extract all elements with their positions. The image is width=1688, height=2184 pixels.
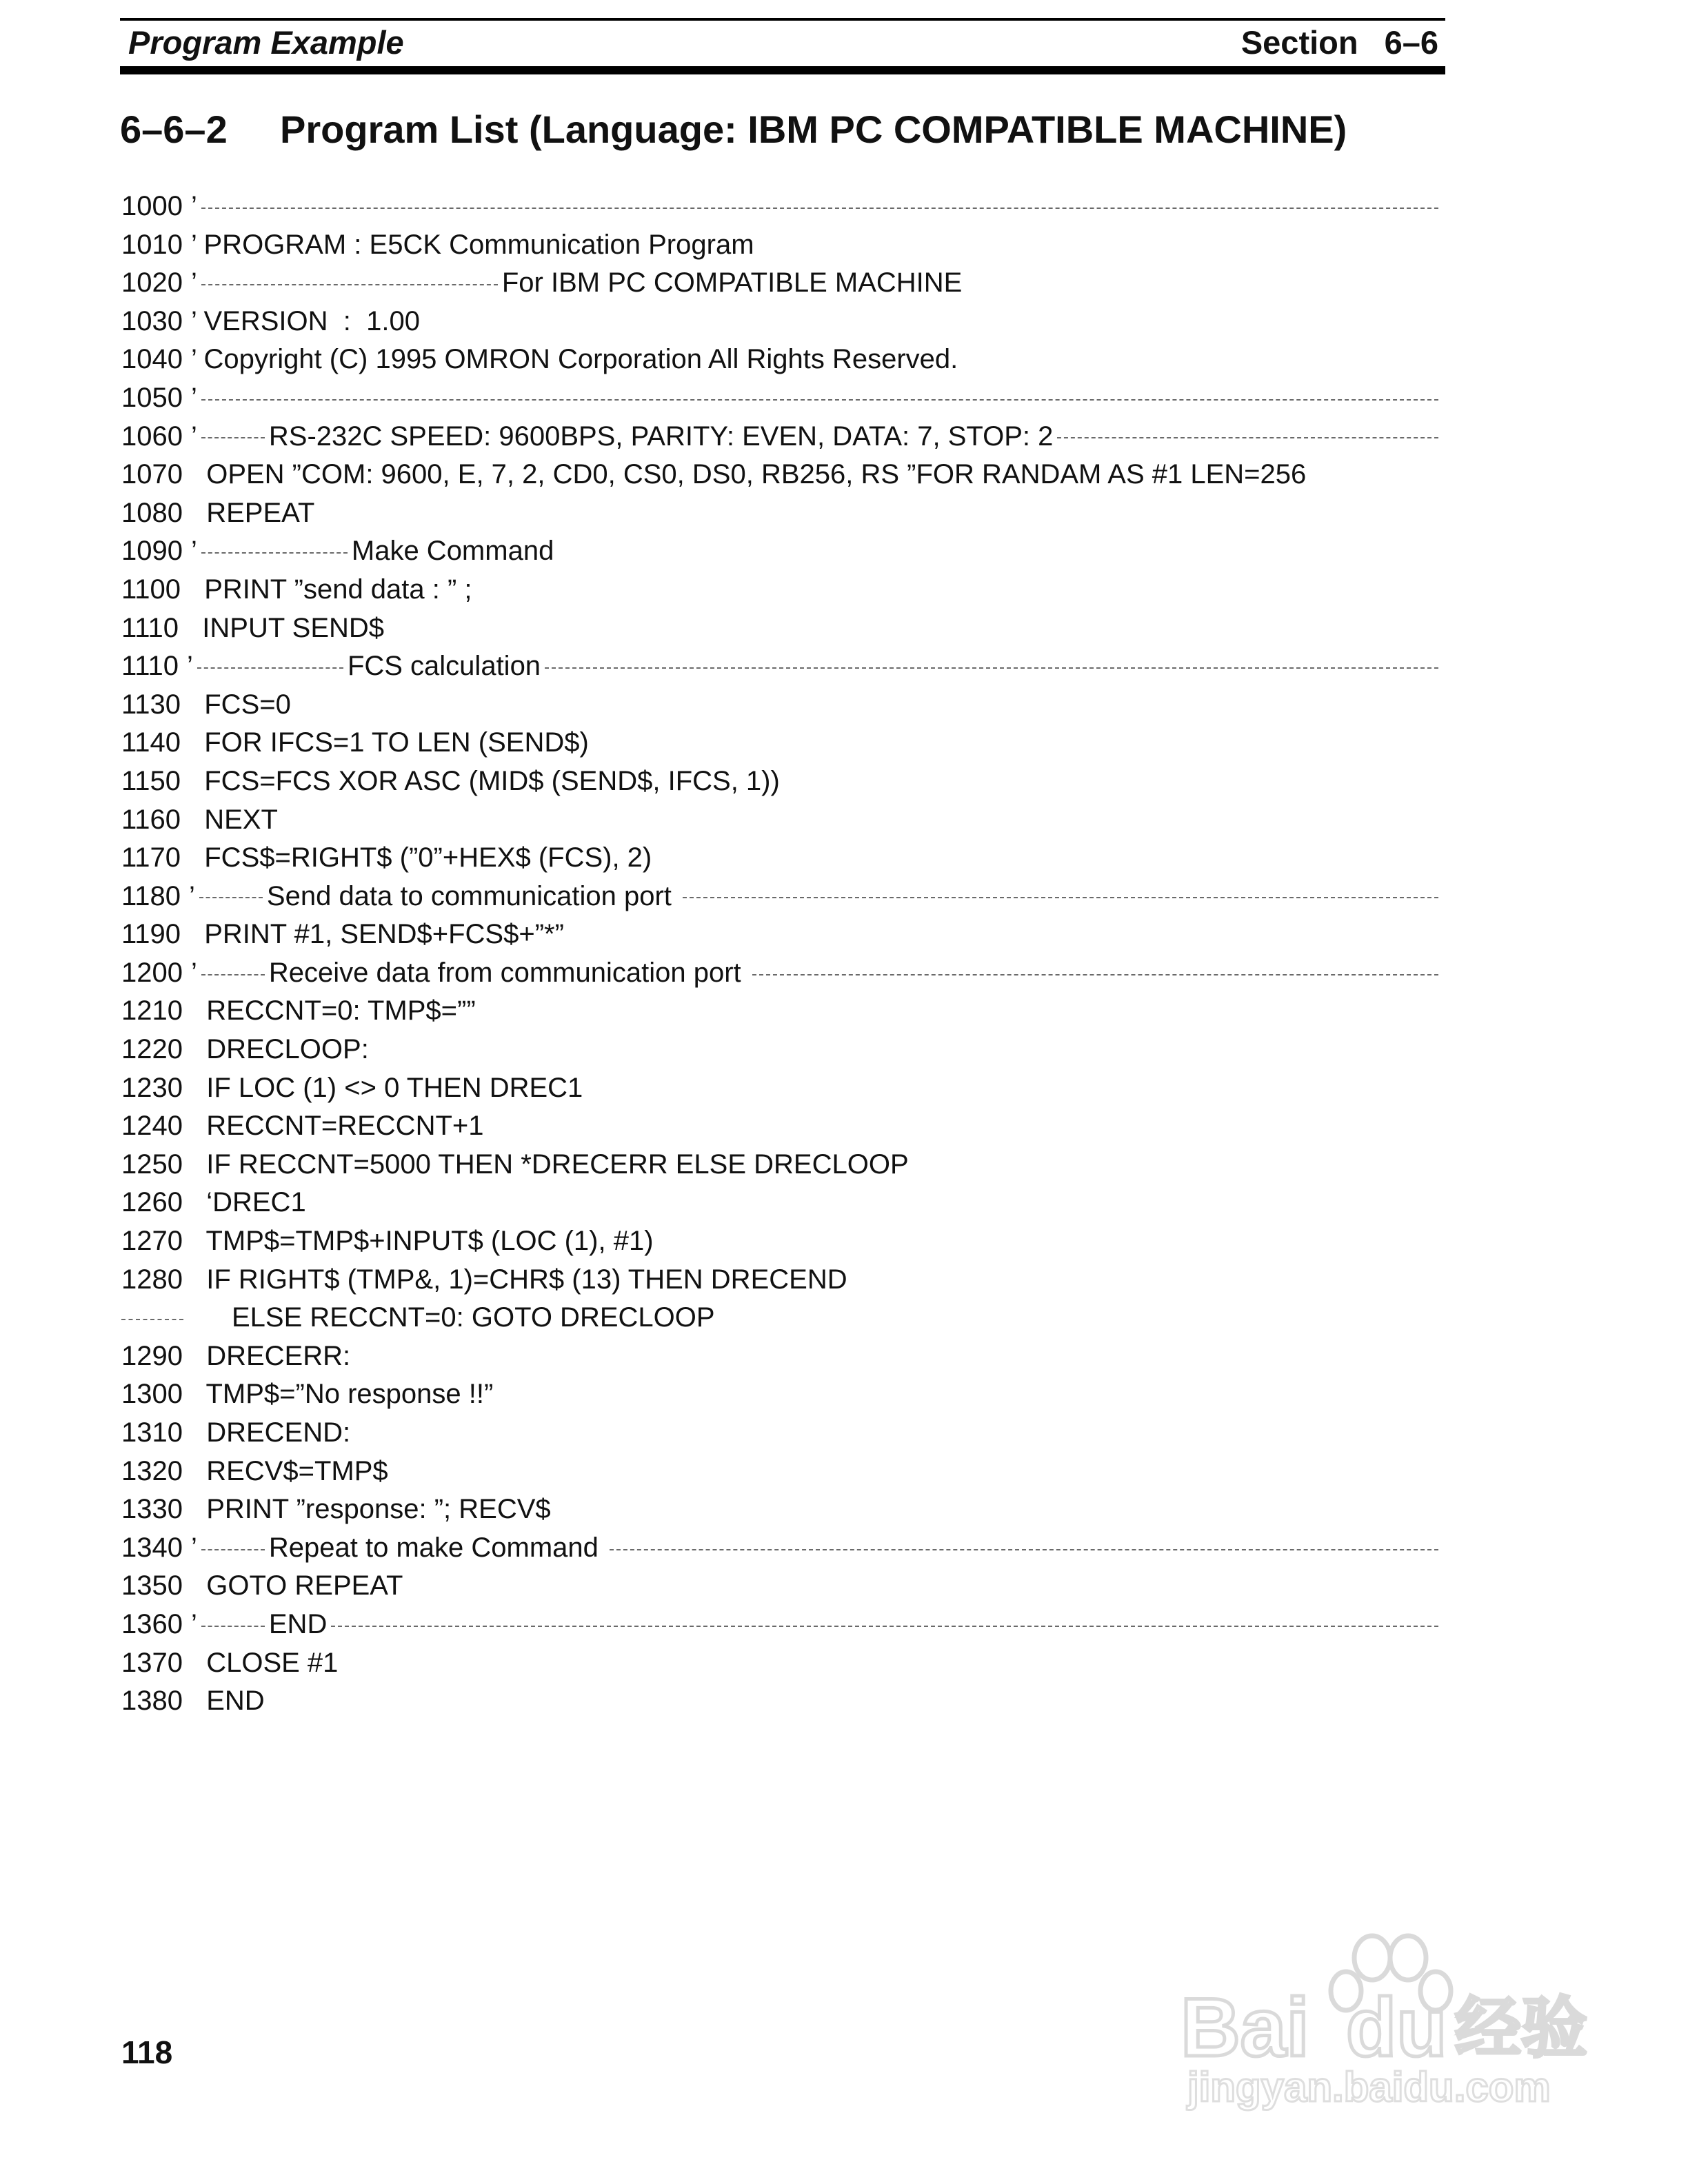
dashed-rule	[197, 667, 343, 669]
line-code-tail: RS-232C SPEED: 9600BPS, PARITY: EVEN, DATA: 7, STOP: 2	[268, 421, 1054, 452]
line-code: OPEN ”COM: 9600, E, 7, 2, CD0, CS0, DS0, RB256, RS ”FOR RANDAM AS #1 LEN=256	[190, 459, 1307, 490]
line-number: 1300	[121, 1379, 183, 1410]
line-number: 1160	[121, 804, 181, 835]
line-number: 1260	[121, 1187, 183, 1218]
line-code: FCS=0	[189, 689, 291, 720]
line-code: IF RECCNT=5000 THEN *DRECERR ELSE DRECLOOP	[190, 1149, 909, 1180]
code-line	[121, 1529, 1443, 1568]
line-number: 1030	[121, 305, 183, 336]
header-title: Program Example	[128, 24, 404, 61]
line-number: 1250	[121, 1149, 183, 1180]
code-line	[121, 226, 1443, 265]
code-line	[121, 341, 1443, 379]
line-code: RECCNT=RECCNT+1	[190, 1111, 484, 1142]
line-code-tail: FCS calculation	[347, 651, 541, 682]
line-number: 1360	[121, 1608, 183, 1639]
code-line	[121, 878, 1443, 916]
line-number: 1060	[121, 421, 183, 452]
section-heading	[120, 102, 1347, 157]
line-number: 1200	[121, 957, 183, 988]
code-line	[121, 801, 1443, 840]
line-number: 1110	[121, 612, 179, 643]
dashed-rule	[201, 974, 265, 975]
code-line	[121, 1069, 1443, 1108]
line-code: DRECERR:	[190, 1340, 351, 1371]
dashed-rule	[545, 667, 1438, 669]
dashed-rule	[201, 399, 1438, 401]
code-line-continuation	[121, 1299, 1443, 1337]
code-line	[121, 1261, 1443, 1300]
line-number: 1100	[121, 574, 181, 605]
code-line	[121, 1490, 1443, 1529]
line-code: REPEAT	[190, 497, 315, 528]
line-code: TMP$=”No response !!”	[190, 1379, 494, 1410]
code-line	[121, 1453, 1443, 1491]
line-code: IF LOC (1) <> 0 THEN DREC1	[190, 1072, 583, 1103]
code-line	[121, 1567, 1443, 1606]
program-listing	[121, 188, 1443, 1721]
line-code: ’	[190, 957, 197, 988]
line-code: ’	[190, 382, 197, 413]
line-code: ’	[187, 651, 193, 682]
line-code: FCS$=RIGHT$ (”0”+HEX$ (FCS), 2)	[189, 842, 652, 873]
dashed-rule	[199, 897, 263, 898]
code-line	[121, 1375, 1443, 1414]
line-number: 1210	[121, 995, 183, 1027]
svg-text:du: du	[1346, 1981, 1447, 2074]
line-number: 1140	[121, 727, 181, 758]
dashed-rule	[752, 974, 1438, 975]
line-number: 1180	[121, 880, 181, 911]
code-line	[121, 1644, 1443, 1683]
line-number: 1190	[121, 919, 181, 950]
line-number: 1050	[121, 382, 183, 413]
line-number: 1230	[121, 1072, 183, 1103]
dashed-rule	[683, 897, 1438, 898]
line-code: END	[190, 1686, 265, 1717]
line-code: RECV$=TMP$	[190, 1455, 388, 1486]
line-code-tail: Send data to communication port	[266, 880, 672, 911]
dashed-rule	[201, 208, 1438, 209]
code-line	[121, 1682, 1443, 1721]
line-number: 1280	[121, 1264, 183, 1295]
code-line	[121, 571, 1443, 609]
line-number: 1070	[121, 459, 183, 490]
line-code: ’ Copyright (C) 1995 OMRON Corporation All Rights Reserved.	[190, 344, 958, 375]
code-line	[121, 992, 1443, 1031]
line-number: 1040	[121, 344, 183, 375]
line-code: DRECLOOP:	[190, 1034, 369, 1065]
line-number: 1170	[121, 842, 181, 873]
line-number: 1290	[121, 1340, 183, 1371]
line-code-tail: For IBM PC COMPATIBLE MACHINE	[501, 267, 963, 299]
header-section	[1241, 22, 1438, 63]
line-number: 1350	[121, 1570, 183, 1601]
line-code: NEXT	[189, 804, 278, 835]
code-line	[121, 724, 1443, 762]
line-number: 1110	[121, 651, 179, 682]
dashed-rule	[1057, 437, 1438, 438]
line-code-tail: Receive data from communication port	[268, 957, 741, 988]
code-line	[121, 839, 1443, 878]
line-number: 1080	[121, 497, 183, 528]
line-number: 1320	[121, 1455, 183, 1486]
line-code: IF RIGHT$ (TMP&, 1)=CHR$ (13) THEN DRECEND	[190, 1264, 847, 1295]
line-number: 1330	[121, 1494, 183, 1525]
line-number: 1090	[121, 536, 183, 567]
line-code: INPUT SEND$	[187, 612, 385, 643]
running-header	[128, 22, 1438, 63]
line-code: CLOSE #1	[190, 1647, 339, 1678]
watermark-url: jingyan.baidu.com	[1187, 2064, 1551, 2110]
section-heading-number: 6–6–2	[120, 108, 228, 151]
line-code: DRECEND:	[190, 1417, 351, 1448]
line-code: PRINT ”send data : ” ;	[189, 574, 472, 605]
line-code-tail: END	[268, 1608, 328, 1639]
line-code: ’	[190, 536, 197, 567]
code-line	[121, 1606, 1443, 1644]
line-code-tail: Repeat to make Command	[268, 1532, 599, 1563]
line-code: ’	[190, 267, 197, 299]
code-line	[121, 1337, 1443, 1376]
line-code: ’	[190, 191, 197, 221]
page-number: 118	[121, 2034, 173, 2070]
code-line	[121, 916, 1443, 954]
code-line	[121, 1414, 1443, 1453]
line-number: 1270	[121, 1226, 183, 1257]
code-line	[121, 379, 1443, 418]
line-number: 1380	[121, 1686, 183, 1717]
code-line	[121, 1146, 1443, 1184]
line-number: 1340	[121, 1532, 183, 1563]
code-line	[121, 1107, 1443, 1146]
line-code: ’	[190, 1608, 197, 1639]
dashed-rule	[201, 1626, 265, 1627]
line-number: 1020	[121, 267, 183, 299]
baidu-jingyan-watermark	[1165, 1910, 1593, 2116]
line-code: ’	[190, 421, 197, 452]
code-line	[121, 1184, 1443, 1222]
code-line	[121, 954, 1443, 993]
line-code: ‘DREC1	[190, 1187, 306, 1218]
line-code: FCS=FCS XOR ASC (MID$ (SEND$, IFCS, 1))	[189, 765, 780, 796]
line-code: TMP$=TMP$+INPUT$ (LOC (1), #1)	[190, 1226, 654, 1257]
section-heading-title: Program List (Language: IBM PC COMPATIBLE MACHINE)	[280, 108, 1347, 151]
line-code-tail: Make Command	[351, 536, 554, 567]
line-number: 1130	[121, 689, 181, 720]
dashed-rule	[121, 1319, 183, 1320]
line-code: RECCNT=0: TMP$=””	[190, 995, 476, 1027]
header-section-number: 6–6	[1384, 24, 1438, 61]
dashed-rule	[201, 437, 265, 438]
header-rule-bottom	[120, 66, 1445, 74]
dashed-rule	[201, 552, 348, 554]
code-line	[121, 188, 1443, 226]
code-line	[121, 762, 1443, 801]
code-line	[121, 264, 1443, 303]
line-number: 1220	[121, 1034, 183, 1065]
line-code: ELSE RECCNT=0: GOTO DRECLOOP	[232, 1302, 715, 1333]
dashed-rule	[610, 1549, 1438, 1550]
line-number: 1240	[121, 1111, 183, 1142]
code-line	[121, 647, 1443, 686]
code-line	[121, 456, 1443, 494]
code-line	[121, 1031, 1443, 1069]
code-line	[121, 1222, 1443, 1261]
line-code: ’ VERSION : 1.00	[190, 305, 420, 336]
line-number: 1000	[121, 191, 183, 221]
line-code: PRINT #1, SEND$+FCS$+”*”	[189, 919, 564, 950]
dashed-rule	[201, 284, 498, 285]
dashed-rule	[331, 1626, 1438, 1627]
code-line	[121, 686, 1443, 725]
line-number: 1370	[121, 1647, 183, 1678]
line-number: 1010	[121, 229, 183, 260]
code-line	[121, 609, 1443, 648]
code-line	[121, 494, 1443, 533]
line-number: 1150	[121, 765, 181, 796]
svg-text:经验: 经验	[1455, 1990, 1587, 2067]
header-rule-top	[120, 18, 1445, 21]
code-line	[121, 532, 1443, 571]
line-code: ’	[189, 880, 195, 911]
line-number: 1310	[121, 1417, 183, 1448]
line-code: GOTO REPEAT	[190, 1570, 403, 1601]
dashed-rule	[201, 1549, 265, 1550]
code-line	[121, 303, 1443, 341]
svg-text:Bai: Bai	[1180, 1981, 1309, 2074]
line-code: ’ PROGRAM : E5CK Communication Program	[190, 229, 754, 260]
code-line	[121, 418, 1443, 456]
line-code: FOR IFCS=1 TO LEN (SEND$)	[189, 727, 589, 758]
line-code: PRINT ”response: ”; RECV$	[190, 1494, 551, 1525]
header-section-label: Section	[1240, 24, 1358, 61]
line-code: ’	[190, 1532, 197, 1563]
